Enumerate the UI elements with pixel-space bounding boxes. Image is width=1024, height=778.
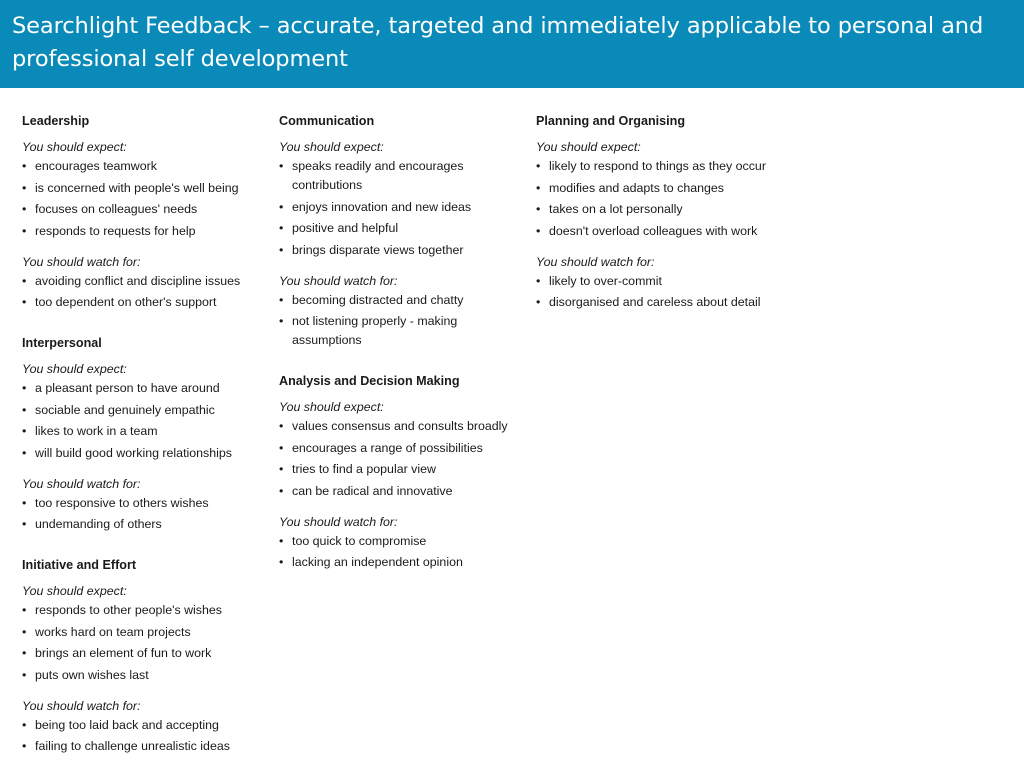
section-title: Leadership xyxy=(22,114,90,128)
list-item: • responds to requests for help xyxy=(22,222,270,241)
list-item: • not listening properly - making assumptions xyxy=(279,312,527,350)
list-item: • sociable and genuinely empathic xyxy=(22,401,270,420)
expect-label: You should expect: xyxy=(22,362,127,376)
section-planning-and-organising xyxy=(536,112,784,312)
expect-list xyxy=(22,601,270,685)
list-item: • positive and helpful xyxy=(279,219,527,238)
list-item: • speaks readily and encourages contributions xyxy=(279,157,527,195)
section-interpersonal xyxy=(22,334,270,534)
column-2 xyxy=(279,112,527,594)
expect-list xyxy=(22,379,270,463)
section-leadership xyxy=(22,112,270,312)
expect-list xyxy=(279,157,527,260)
list-item: • likes to work in a team xyxy=(22,422,270,441)
expect-list xyxy=(536,157,784,241)
list-item: • becoming distracted and chatty xyxy=(279,291,527,310)
section-title: Planning and Organising xyxy=(536,114,686,128)
list-item: • responds to other people's wishes xyxy=(22,601,270,620)
watch-list xyxy=(536,272,784,313)
list-item: • brings an element of fun to work xyxy=(22,644,270,663)
list-item: • doesn't overload colleagues with work xyxy=(536,222,784,241)
list-item: • undemanding of others xyxy=(22,515,270,534)
watch-list xyxy=(22,716,270,757)
expect-label: You should expect: xyxy=(22,140,127,154)
list-item: • avoiding conflict and discipline issues xyxy=(22,272,270,291)
column-3 xyxy=(536,112,784,334)
list-item: • brings disparate views together xyxy=(279,241,527,260)
watch-label: You should watch for: xyxy=(279,273,398,288)
list-item: • too dependent on other's support xyxy=(22,293,270,312)
watch-list xyxy=(279,532,527,573)
slide-header xyxy=(0,0,1024,88)
expect-label: You should expect: xyxy=(536,140,641,154)
list-item: • works hard on team projects xyxy=(22,623,270,642)
expect-list xyxy=(22,157,270,241)
section-title: Analysis and Decision Making xyxy=(279,374,460,388)
section-title: Communication xyxy=(279,114,375,128)
list-item: • lacking an independent opinion xyxy=(279,553,527,572)
section-title: Initiative and Effort xyxy=(22,558,137,572)
list-item: • can be radical and innovative xyxy=(279,482,527,501)
section-title: Interpersonal xyxy=(22,336,102,350)
list-item: • encourages teamwork xyxy=(22,157,270,176)
list-item: • values consensus and consults broadly xyxy=(279,417,527,436)
section-initiative-and-effort xyxy=(22,556,270,756)
watch-list xyxy=(279,291,527,351)
watch-list xyxy=(22,272,270,313)
expect-list xyxy=(279,417,527,501)
list-item: • tries to find a popular view xyxy=(279,460,527,479)
list-item: • a pleasant person to have around xyxy=(22,379,270,398)
list-item: • disorganised and careless about detail xyxy=(536,293,784,312)
watch-label: You should watch for: xyxy=(22,698,141,713)
section-communication xyxy=(279,112,527,350)
section-analysis-and-decision-making xyxy=(279,372,527,572)
watch-label: You should watch for: xyxy=(536,254,655,269)
list-item: • encourages a range of possibilities xyxy=(279,439,527,458)
list-item: • focuses on colleagues' needs xyxy=(22,200,270,219)
watch-label: You should watch for: xyxy=(22,476,141,491)
watch-label: You should watch for: xyxy=(22,254,141,269)
list-item: • failing to challenge unrealistic ideas xyxy=(22,737,270,756)
expect-label: You should expect: xyxy=(279,140,384,154)
list-item: • is concerned with people's well being xyxy=(22,179,270,198)
list-item: • will build good working relationships xyxy=(22,444,270,463)
list-item: • too responsive to others wishes xyxy=(22,494,270,513)
slide-title: Searchlight Feedback – accurate, targeted and immediately applicable to personal and professional self development xyxy=(12,13,984,72)
watch-list xyxy=(22,494,270,535)
list-item: • too quick to compromise xyxy=(279,532,527,551)
list-item: • enjoys innovation and new ideas xyxy=(279,198,527,217)
list-item: • puts own wishes last xyxy=(22,666,270,685)
expect-label: You should expect: xyxy=(22,584,127,598)
list-item: • takes on a lot personally xyxy=(536,200,784,219)
watch-label: You should watch for: xyxy=(279,514,398,529)
column-1 xyxy=(22,112,270,778)
list-item: • likely to over-commit xyxy=(536,272,784,291)
list-item: • modifies and adapts to changes xyxy=(536,179,784,198)
list-item: • likely to respond to things as they occur xyxy=(536,157,784,176)
expect-label: You should expect: xyxy=(279,400,384,414)
list-item: • being too laid back and accepting xyxy=(22,716,270,735)
